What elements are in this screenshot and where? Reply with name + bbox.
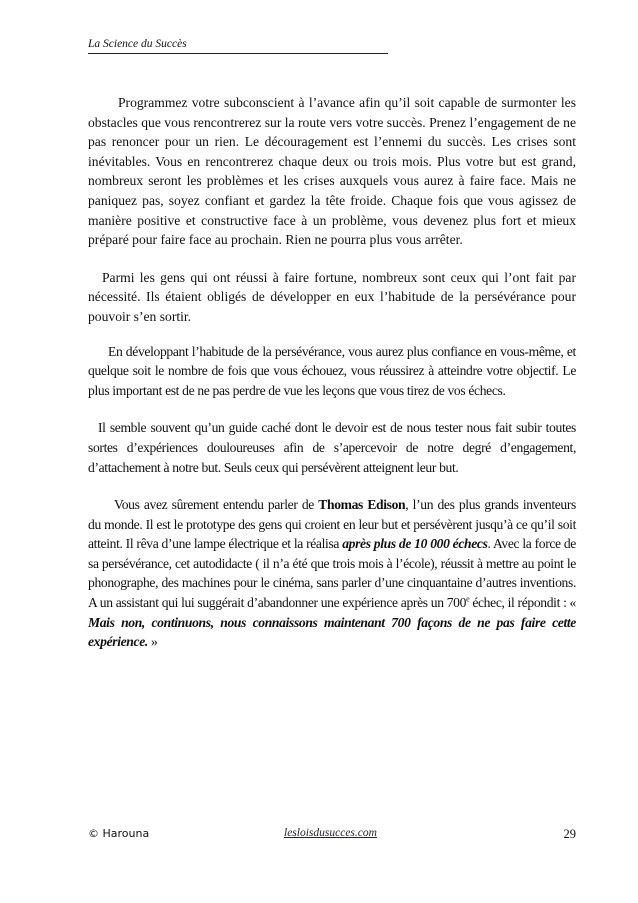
edison-text-1: Vous avez sûrement entendu parler de <box>114 497 319 513</box>
paragraph-edison <box>88 495 576 652</box>
edison-quote: Mais non, continuons, nous connaissons maintenant 700 façons de ne pas faire cette expérience. <box>88 614 576 650</box>
paragraph-guide-cache: Il semble souvent qu’un guide caché dont le devoir est de nous tester nous fait subir toutes sortes d’expériences douloureuses afin de s’apercevoir de notre degré d’engagement, d’attachement à notre but. Seuls ceux qui persévèrent atteignent leur but. <box>88 420 576 475</box>
edison-failures-emphasis: après plus de 10 000 échecs <box>342 536 488 552</box>
edison-text-4: échec, il répondit : « <box>469 595 576 611</box>
edison-text-2: , l’un des plus grands inventeurs du monde. Il est le prototype des gens qui croient en leur but et persévèrent jusqu’à ce qu’il soit atteint. Il rêva d’une lampe électrique et la réalisa <box>88 497 576 552</box>
page-number: 29 <box>563 827 576 841</box>
edison-text-3: . Avec la force de sa persévérance, cet autodidacte ( il n’a été que trois mois à l’école), réussit à mettre au point le phonographe, des machines pour le cinéma, sans parler d’une cinquantaine d’autres inventions. A un assistant qui lui suggérait d’abandonner une expérience après un 700 <box>88 536 576 611</box>
edison-text-5: » <box>147 634 158 650</box>
edison-name: Thomas Edison <box>318 497 406 513</box>
page-body <box>88 93 576 670</box>
footer-website-link[interactable]: lesloisdusucces.com <box>284 827 377 839</box>
paragraph-subconscient: Programmez votre subconscient à l’avance afin qu’il soit capable de surmonter les obstacles que vous rencontrerez sur la route vers votre succès. Prenez l’engagement de ne pas renoncer pour un rien. Le découragement est l’ennemi du succès. Les crises sont inévitables. Vous en rencontrerez chaque deux ou trois mois. Plus votre but est grand, nombreux seront les problèmes et les crises auxquels vous aurez à faire face. Mais ne paniquez pas, soyez confiant et gardez la tête froide. Chaque fois que vous agissez de manière positive et constructive face à un problème, vous devenez plus fort et mieux préparé pour faire face au prochain. Rien ne pourra plus vous arrêter. <box>88 95 576 248</box>
ordinal-superscript: e <box>466 594 470 604</box>
paragraph-necessite: Parmi les gens qui ont réussi à faire fortune, nombreux sont ceux qui l’ont fait par nécessité. Ils étaient obligés de développer en eux l’habitude de la persévérance pour pouvoir s’en sortir. <box>88 269 576 324</box>
running-header: La Science du Succès <box>88 38 388 54</box>
footer-author: © Harouna <box>88 827 150 840</box>
page-footer <box>88 827 576 845</box>
paragraph-habitude: En développant l’habitude de la persévérance, vous aurez plus confiance en vous-même, et quelque soit le nombre de fois que vous échouez, vous réussirez à atteindre votre objectif. Le plus important est de ne pas perdre de vue les leçons que vous tirez de vos échecs. <box>88 343 576 398</box>
